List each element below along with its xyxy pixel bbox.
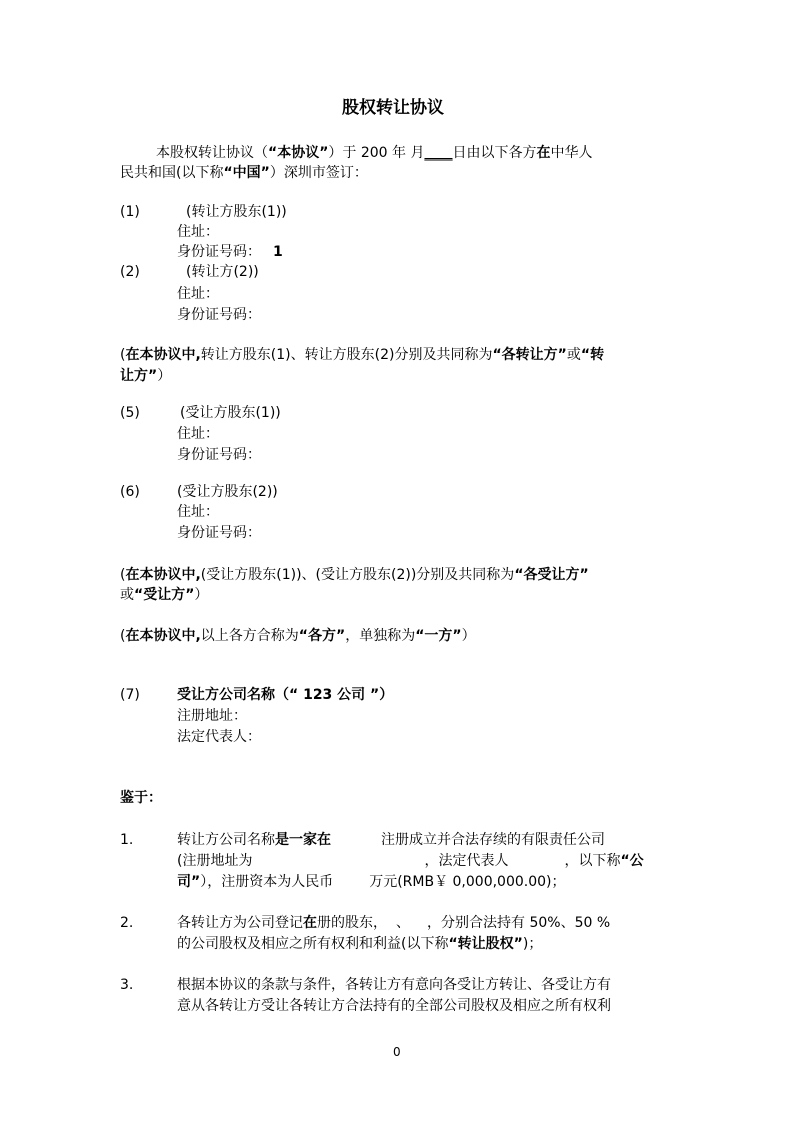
note-text: ，单独称为 (345, 628, 416, 644)
note-term: “受让方” (134, 587, 195, 603)
note-transferors-line-2 (120, 366, 171, 386)
clause-text: 注册成立并合法存续的有限责任公司 (381, 832, 605, 848)
note-text: 在本协议中, (125, 628, 201, 644)
whereas-heading: 鉴于： (120, 790, 162, 806)
intro-term-agreement: “本协议” (268, 145, 329, 161)
clause-text: 是一家在 (275, 832, 331, 848)
company-name-label: 受让方公司名称 (177, 687, 275, 703)
clause-3-line-1: 根据本协议的条款与条件，各转让方有意向各受让方转让、各受让方有 (177, 977, 611, 993)
clause-1-line-1 (177, 830, 605, 850)
clause-text: 册的股东， (317, 915, 380, 931)
note-text: 转让方股东(1)、转让方股东(2)分别及共同称为 (200, 347, 493, 363)
clause-term: “转让股权” (448, 936, 523, 952)
party-name: (受让方股东(2)) (177, 484, 278, 500)
party-name: (转让方股东(1)) (186, 204, 287, 220)
clause-text: ，以下称 (564, 853, 621, 869)
intro-text: ）深圳市签订： (269, 165, 368, 181)
page-number: 0 (393, 1045, 401, 1059)
party-number: (1) (120, 204, 140, 220)
intro-text: 中华人 (550, 145, 593, 161)
note-text: 以上各方合称为 (200, 628, 299, 644)
party-number: (7) (120, 687, 140, 703)
clause-text: 的公司股权及相应之所有权利和利益(以下称 (177, 936, 449, 952)
clause-text: ，法定代表人 (424, 853, 509, 869)
note-text: ） (157, 368, 172, 384)
party-address-label: 住址： (177, 504, 219, 520)
party-number: (6) (120, 484, 140, 500)
note-term: “各方” (298, 628, 346, 644)
party-address-label: 住址： (177, 286, 219, 302)
party-address-label: 住址： (177, 224, 219, 240)
clause-1-line-3 (177, 872, 566, 892)
note-term: “各转让方” (492, 347, 567, 363)
party-id-value: 1 (273, 244, 283, 260)
party-number: (5) (120, 405, 140, 421)
note-parties (120, 626, 476, 646)
party-id-label (177, 242, 283, 262)
party-address-label: 住址： (177, 426, 219, 442)
note-text: 或 (566, 347, 581, 363)
clause-2-line-2 (177, 934, 542, 954)
party-id-label: 身份证号码： (177, 307, 261, 323)
note-transferors-line-1 (120, 345, 604, 365)
clause-text: )； (522, 936, 543, 952)
intro-text: 在 (536, 145, 551, 161)
intro-line-2 (120, 163, 368, 183)
note-term: “各受让方” (514, 567, 589, 583)
note-text: 在本协议中, (125, 347, 201, 363)
clause-number: 1. (120, 832, 134, 848)
note-transferees-line-2 (120, 585, 208, 605)
clause-text: 各转让方为公司登记 (177, 915, 303, 931)
clause-text: ，分别合法持有 50%、50 % (427, 915, 611, 931)
company-legal-rep: 法定代表人： (177, 729, 261, 745)
clause-number: 2. (120, 915, 134, 931)
intro-text: 日由以下各方 (452, 145, 537, 161)
intro-text: 本股权转让协议（ (156, 145, 268, 161)
document-title: 股权转让协议 (342, 98, 444, 118)
clause-term: “公 (620, 853, 644, 869)
company-name (177, 685, 393, 705)
party-name: (转让方(2)) (186, 264, 259, 280)
note-text: ( (120, 347, 126, 363)
company-name-value: （“ 123 公司 ”） (275, 687, 394, 703)
clause-3-line-2: 意从各转让方受让各转让方合法持有的全部公司股权及相应之所有权利 (177, 998, 611, 1014)
note-term: “一方” (415, 628, 462, 644)
clause-2-line-1 (177, 913, 610, 933)
party-id-label: 身份证号码： (177, 525, 261, 541)
clause-text: 转让方公司名称 (177, 832, 275, 848)
intro-line-1 (156, 143, 592, 163)
clause-text: 、 (396, 915, 403, 931)
clause-1-line-2 (177, 851, 644, 871)
party-number: (2) (120, 264, 140, 280)
clause-number: 3. (120, 977, 134, 993)
note-text: ） (194, 587, 209, 603)
intro-text: 民共和国(以下称 (120, 165, 224, 181)
note-term: 让方” (120, 368, 158, 384)
party-name: (受让方股东(1)) (180, 405, 281, 421)
note-term: “转 (580, 347, 605, 363)
party-id-label: 身份证号码： (177, 447, 261, 463)
note-text: 或 (120, 587, 134, 603)
note-text: 在本协议中, (125, 567, 201, 583)
clause-text: 在 (303, 915, 317, 931)
intro-term-china: “中国” (223, 165, 270, 181)
clause-term: 司” (177, 874, 201, 890)
note-text: ） (461, 628, 476, 644)
clause-text: (注册地址为 (177, 853, 253, 869)
note-text: ( (120, 628, 126, 644)
note-text: (受让方股东(1))、(受让方股东(2))分别及共同称为 (200, 567, 515, 583)
company-reg-address: 注册地址： (177, 708, 247, 724)
intro-date: ）于 200 年 月 (328, 145, 425, 161)
intro-date-blank: ____ (424, 145, 453, 161)
clause-text: 万元(RMB￥ 0,000,000.00)； (369, 874, 566, 890)
note-text: ( (120, 567, 126, 583)
party-id-text: 身份证号码： (177, 244, 261, 260)
clause-text: ），注册资本为人民币 (200, 874, 334, 890)
note-transferees-line-1 (120, 565, 589, 585)
